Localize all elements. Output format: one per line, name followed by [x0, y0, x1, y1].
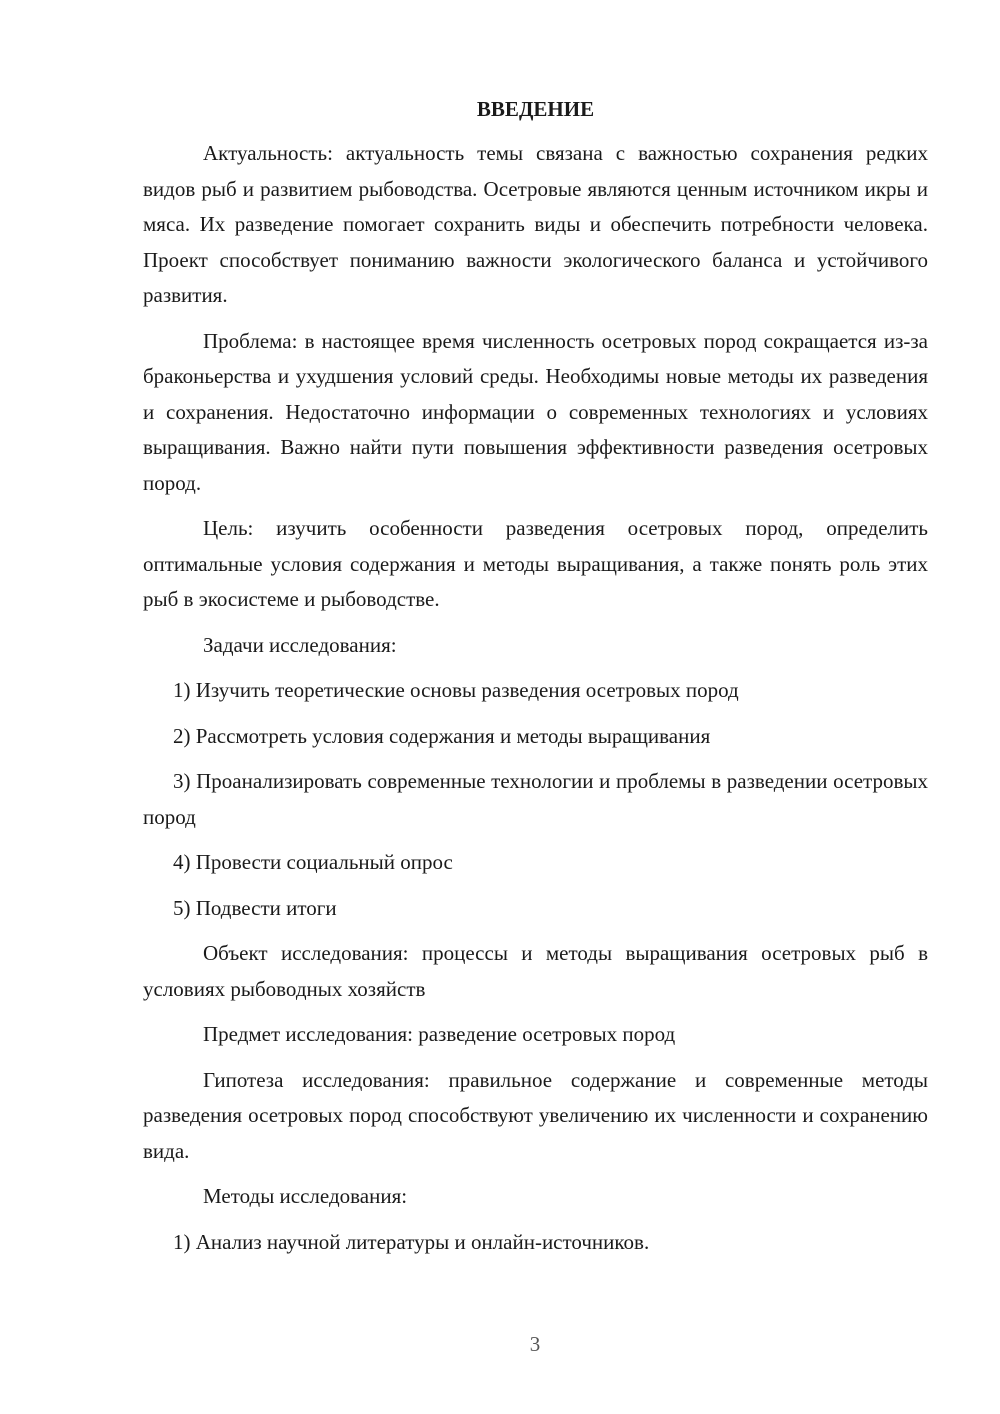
tasks-heading: Задачи исследования: — [203, 632, 397, 657]
object-paragraph: Объект исследования: процессы и методы выращивания осетровых рыб в условиях рыбоводных хозяйств — [143, 941, 928, 1001]
method-item: 1) Анализ научной литературы и онлайн-источников. — [173, 1229, 650, 1254]
task-item: 4) Провести социальный опрос — [173, 850, 453, 874]
problem-paragraph: Проблема: в настоящее время численность осетровых пород сокращается из-за браконьерства и ухудшения условий среды. Необходимы новые методы их разведения и сохранения. Недостаточно информации о современных технологиях и условиях выращивания. Важно найти пути повышения эффективности разведения осетровых пород. — [143, 328, 928, 495]
task-item: 1) Изучить теоретические основы разведения осетровых пород — [173, 678, 739, 702]
methods-heading: Методы исследования: — [203, 1184, 408, 1208]
task-item: 2) Рассмотреть условия содержания и методы выращивания — [173, 723, 711, 748]
page-number: 3 — [529, 1332, 541, 1356]
goal-paragraph: Цель: изучить особенности разведения осетровых пород, определить оптимальные условия содержания и методы выращивания, а также понять роль этих рыб в экосистеме и рыбоводстве. — [143, 516, 928, 611]
task-item: 3) Проанализировать современные технологии и проблемы в разведении осетровых пород — [143, 769, 928, 829]
subject-paragraph: Предмет исследования: разведение осетровых пород — [203, 1022, 676, 1046]
page-title: ВВЕДЕНИЕ — [476, 97, 595, 121]
hypothesis-paragraph: Гипотеза исследования: правильное содержание и современные методы разведения осетровых пород способствуют увеличению их численности и сохранению вида. — [143, 1067, 928, 1163]
relevance-paragraph: Актуальность: актуальность темы связана с важностью сохранения редких видов рыб и развитием рыбоводства. Осетровые являются ценным источником икры и мяса. Их разведение помогает сохранить виды и обеспечить потребности человека. Проект способствует пониманию важности экологического баланса и устойчивого развития. — [143, 141, 928, 307]
task-item: 5) Подвести итоги — [173, 895, 337, 920]
document-page — [143, 92, 928, 1270]
